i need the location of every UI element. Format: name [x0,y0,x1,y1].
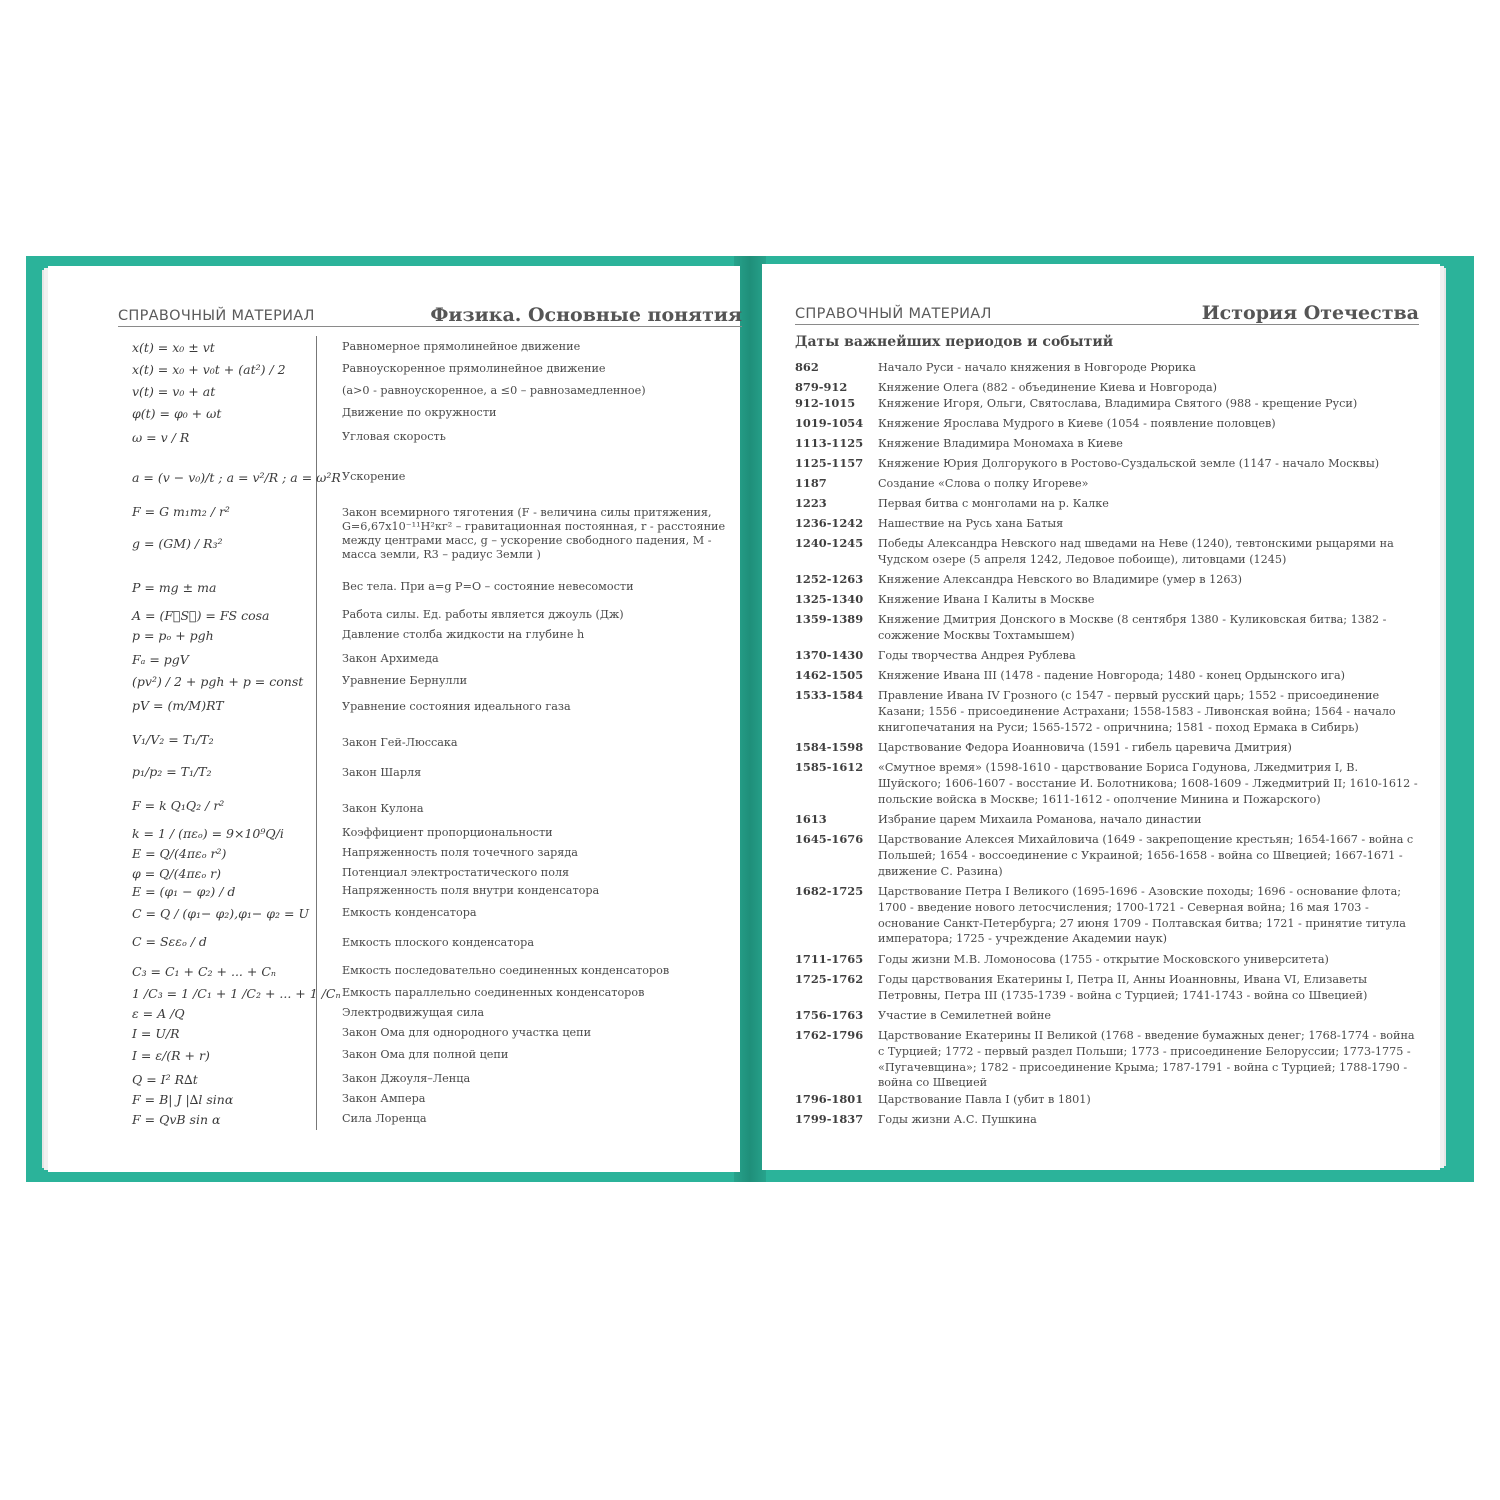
physics-description: Коэффициент пропорциональности [342,826,553,839]
history-date: 1019-1054 [795,416,864,430]
physics-formula: p₁/p₂ = T₁/T₂ [132,764,212,779]
physics-formula: I = U/R [132,1026,180,1041]
history-date: 1756-1763 [795,1008,864,1022]
physics-formula: k = 1 / (πεₒ) = 9×10⁹Q/i [132,826,284,841]
history-date: 1125-1157 [795,456,864,470]
physics-description: Закон Ампера [342,1092,426,1105]
history-event: Годы жизни М.В. Ломоносова (1755 - открытие Московского университета) [878,953,1329,966]
physics-formula: P = mg ± ma [132,580,217,595]
physics-description: Уравнение состояния идеального газа [342,700,571,713]
physics-formula: I = ε/(R + r) [132,1048,210,1063]
history-date: 1462-1505 [795,668,864,682]
physics-description: Уравнение Бернулли [342,674,468,687]
history-event: Начало Руси - начало княжения в Новгороде Рюрика [878,361,1196,374]
physics-formula: F = k Q₁Q₂ / r² [132,798,225,813]
history-event: Царствование Федора Иоанновича (1591 - гибель царевича Дмитрия) [878,741,1292,754]
physics-formula: φ(t) = φ₀ + ωt [132,406,222,421]
history-event: Царствование Павла I (убит в 1801) [878,1093,1091,1106]
history-date: 912-1015 [795,396,856,410]
history-date: 1796-1801 [795,1092,864,1106]
physics-description: Сила Лоренца [342,1112,427,1125]
physics-formula: v(t) = v₀ + at [132,384,216,399]
physics-description: Закон Джоуля–Ленца [342,1072,471,1085]
history-event: Княжение Ярослава Мудрого в Киеве (1054 - появление половцев) [878,417,1276,430]
history-event: Победы Александра Невского над шведами на Неве (1240), тевтонскими рыцарями на Чудском озере (5 апреля 1242, Ледовое побоище), литовцами (1245) [878,537,1394,566]
history-date: 862 [795,360,819,374]
physics-description: Емкость плоского конденсатора [342,936,534,949]
physics-description: Напряженность поля точечного заряда [342,846,578,859]
physics-description: Движение по окружности [342,406,497,419]
physics-formula: g = (GM) / R₃² [132,536,223,551]
right-header-rule [795,324,1419,325]
history-event: Избрание царем Михаила Романова, начало династии [878,813,1202,826]
history-date: 1113-1125 [795,436,864,450]
physics-formula: E = (φ₁ − φ₂) / d [132,884,236,899]
physics-description: Угловая скорость [342,430,446,443]
history-event: Княжение Олега (882 - объединение Киева и Новгорода) [878,381,1217,394]
physics-formula: pV = (m/M)RT [132,698,224,713]
physics-formula: ε = A /Q [132,1006,185,1021]
physics-description: Равноускоренное прямолинейное движение [342,362,606,375]
history-event: Царствование Екатерины II Великой (1768 - введение бумажных денег; 1768-1774 - война с Турцией; 1772 - первый раздел Польши; 1773 - присоединение Белоруссии; 1773-1775 - «Пугачевщина»; 1782 - присоединение Крыма; 1787-1791 - война с Турцией; 1788-1790 - война со Швецией [878,1029,1415,1090]
right-header-label: СПРАВОЧНЫЙ МАТЕРИАЛ [795,306,992,322]
physics-description: Закон Шарля [342,766,422,779]
left-page [48,266,740,1172]
history-date: 1236-1242 [795,516,864,530]
history-subtitle: Даты важнейших периодов и событий [795,334,1114,350]
physics-description: Закон всемирного тяготения (F - величина силы притяжения, G=6,67x10⁻¹¹Н²кг² – гравитационная постоянная, r - расстояние между центрами масс, g – ускорение свободного падения, М - масса земли, R3 – радиус Земли ) [342,506,726,561]
history-event: Княжение Владимира Мономаха в Киеве [878,437,1123,450]
physics-formula: F = B| J |∆l sinα [132,1092,234,1107]
right-page [762,264,1440,1170]
history-event: Создание «Слова о полку Игореве» [878,477,1089,490]
history-event: Княжение Александра Невского во Владимире (умер в 1263) [878,573,1242,586]
physics-description: Работа силы. Ед. работы является джоуль (Дж) [342,608,624,621]
physics-formula: E = Q/(4πεₒ r²) [132,846,227,861]
history-event: Первая битва с монголами на р. Калке [878,497,1109,510]
left-header-title: Физика. Основные понятия [430,304,742,326]
physics-formula: F = G m₁m₂ / r² [132,504,230,519]
history-event: Царствование Петра I Великого (1695-1696 - Азовские походы; 1696 - основание флота; 1700 - введение нового летосчисления; 1700-1721 - Северная война; 16 мая 1703 - основание Санкт-Петербурга; 27 июня 1709 - Полтавская битва; 1721 - принятие титула императора; 1725 - учреждение Академии наук) [878,885,1406,946]
physics-description: Давление столба жидкости на глубине h [342,628,585,641]
physics-description: Ускорение [342,470,406,483]
history-event: Княжение Ивана III (1478 - падение Новгорода; 1480 - конец Ордынского ига) [878,669,1346,682]
history-date: 1223 [795,496,827,510]
physics-description: Емкость параллельно соединенных конденсаторов [342,986,645,999]
physics-formula: a = (v − v₀)/t ; a = v²/R ; a = ω²R [132,470,341,485]
physics-description: Емкость последовательно соединенных конденсаторов [342,964,670,977]
physics-formula: ω = v / R [132,430,190,445]
physics-formula: p = pₒ + pgh [132,628,214,643]
history-date: 1252-1263 [795,572,864,586]
physics-formula: Fₐ = pgV [132,652,189,667]
history-date: 1359-1389 [795,612,864,626]
history-date: 1645-1676 [795,832,864,846]
physics-formula: x(t) = x₀ + v₀t + (at²) / 2 [132,362,286,377]
physics-description: Закон Гей-Люссака [342,736,458,749]
history-event: «Смутное время» (1598-1610 - царствование Бориса Годунова, Лжедмитрия I, В. Шуйского; 1606-1607 - восстание И. Болотникова; 1608-1609 - Лжедмитрий II; 1610-1612 - польские войска в Москве; 1611-1612 - ополчение Минина и Пожарского) [878,761,1418,806]
physics-description: Закон Архимеда [342,652,439,665]
history-event: Нашествие на Русь хана Батыя [878,517,1064,530]
history-date: 1725-1762 [795,972,864,986]
physics-description: Емкость конденсатора [342,906,477,919]
history-date: 1533-1584 [795,688,864,702]
physics-formula: φ = Q/(4πεₒ r) [132,866,222,881]
physics-formula: C = Q / (φ₁− φ₂),φ₁− φ₂ = U [132,906,310,921]
column-divider [316,336,317,1130]
physics-formula: C₃ = C₁ + C₂ + ... + Cₙ [132,964,276,979]
history-event: Годы царствования Екатерины I, Петра II, Анны Иоанновны, Ивана VI, Елизаветы Петровны, Петра III (1735-1739 - война с Турцией; 1741-1743 - война со Швецией) [878,973,1368,1002]
history-event: Годы творчества Андрея Рублева [878,649,1076,662]
history-event: Годы жизни А.С. Пушкина [878,1113,1037,1126]
left-header-label: СПРАВОЧНЫЙ МАТЕРИАЛ [118,308,315,324]
history-date: 1682-1725 [795,884,864,898]
right-header-title: История Отечества [1201,302,1419,324]
history-date: 1762-1796 [795,1028,864,1042]
history-date: 1187 [795,476,827,490]
physics-description: Закон Кулона [342,802,424,815]
history-event: Правление Ивана IV Грозного (с 1547 - первый русский царь; 1552 - присоединение Казани; 1556 - присоединение Астрахани; 1558-1583 - Ливонская война; 1564 - начало книгопечатания на Руси; 1565-1572 - опричнина; 1581 - поход Ермака в Сибирь) [878,689,1396,734]
physics-formula: C = Sεεₒ / d [132,934,207,949]
physics-description: Электродвижущая сила [342,1006,485,1019]
history-event: Участие в Семилетней войне [878,1009,1052,1022]
physics-formula: A = (F⃗S⃗) = FS cosa [132,608,270,623]
right-header [795,294,1419,326]
physics-formula: (pv²) / 2 + pgh + p = const [132,674,304,689]
history-date: 879-912 [795,380,848,394]
physics-description: Вес тела. При a=g P=O – состояние невесомости [342,580,634,593]
history-date: 1584-1598 [795,740,864,754]
physics-description: Закон Ома для полной цепи [342,1048,509,1061]
history-event: Царствование Алексея Михайловича (1649 - закрепощение крестьян; 1654-1667 - война с Польшей; 1654 - воссоединение с Украиной; 1656-1658 - война со Швецией; 1667-1671 - движение С. Разина) [878,833,1414,878]
physics-description: Равномерное прямолинейное движение [342,340,581,353]
history-date: 1585-1612 [795,760,864,774]
history-date: 1325-1340 [795,592,864,606]
physics-description: Потенциал электростатического поля [342,866,570,879]
history-event: Княжение Игоря, Ольги, Святослава, Владимира Святого (988 - крещение Руси) [878,397,1358,410]
physics-description: (a>0 - равноускоренное, a ≤0 – равнозамедленное) [342,384,646,397]
history-event: Княжение Ивана I Калиты в Москве [878,593,1095,606]
history-event: Княжение Юрия Долгорукого в Ростово-Суздальской земле (1147 - начало Москвы) [878,457,1380,470]
history-date: 1613 [795,812,827,826]
history-date: 1711-1765 [795,952,864,966]
physics-formula: x(t) = x₀ ± vt [132,340,215,355]
physics-formula: F = QvB sin α [132,1112,221,1127]
physics-description: Напряженность поля внутри конденсатора [342,884,600,897]
physics-formula: Q = I² R∆t [132,1072,198,1087]
history-date: 1370-1430 [795,648,864,662]
physics-description: Закон Ома для однородного участка цепи [342,1026,592,1039]
left-header [118,296,742,328]
history-date: 1240-1245 [795,536,864,550]
history-event: Княжение Дмитрия Донского в Москве (8 сентября 1380 - Куликовская битва; 1382 - сожжение Москвы Тохтамышем) [878,613,1387,642]
physics-formula: 1 /C₃ = 1 /C₁ + 1 /C₂ + ... + 1 /Cₙ [132,986,341,1001]
left-header-rule [118,326,742,327]
physics-formula: V₁/V₂ = T₁/T₂ [132,732,214,747]
history-date: 1799-1837 [795,1112,864,1126]
